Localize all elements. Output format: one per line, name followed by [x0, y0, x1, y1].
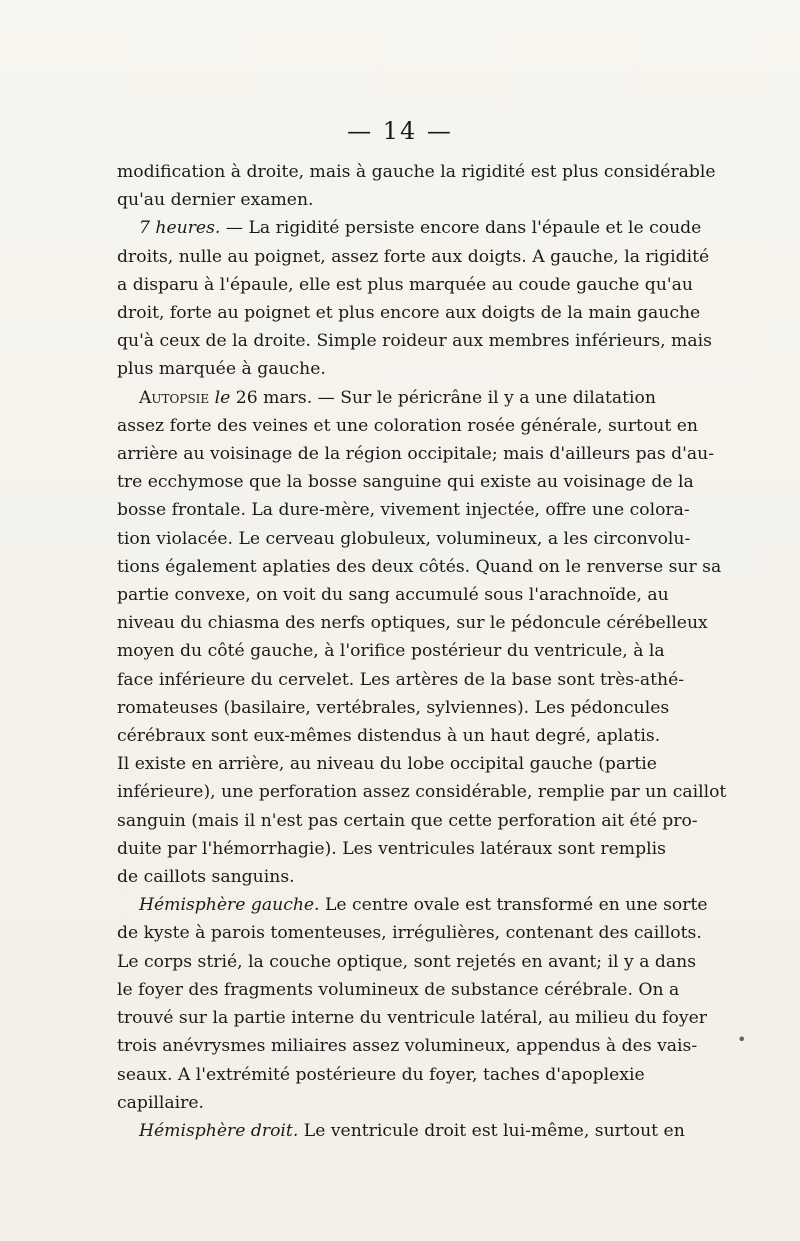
- text-line: [117, 750, 657, 778]
- text-line: [117, 1089, 644, 1117]
- line-text: cérébraux sont eux-mêmes distendus à un haut degré, aplatis.: [117, 726, 661, 747]
- line-text: droits, nulle au poignet, assez forte aux doigts. A gauche, la rigidité: [117, 246, 710, 267]
- line-text: le foyer des fragments volumineux de substance cérébrale. On a: [117, 979, 680, 1000]
- line-text: arrière au voisinage de la région occipitale; mais d'ailleurs pas d'au-: [117, 444, 715, 465]
- line-text: tion violacée. Le cerveau globuleux, volumineux, a les circonvolu-: [117, 528, 691, 549]
- text-line: [117, 722, 661, 750]
- line-text: — La rigidité persiste encore dans l'épaule et le coude: [220, 218, 702, 239]
- margin-speck: •: [737, 1030, 747, 1049]
- body-text: [117, 158, 727, 1145]
- text-line: [117, 186, 644, 214]
- line-text: tions également aplaties des deux côtés. Quand on le renverse sur sa: [117, 556, 722, 577]
- text-line: [117, 609, 708, 637]
- line-text: Le ventricule droit est lui-même, surtout en: [298, 1120, 685, 1141]
- text-line: [117, 1032, 698, 1060]
- line-text: assez forte des veines et une coloration rosée générale, surtout en: [117, 415, 698, 436]
- text-line: [117, 666, 685, 694]
- line-text: qu'au dernier examen.: [117, 190, 314, 211]
- paragraph-lead: 7 heures.: [139, 218, 221, 239]
- line-text: trouvé sur la partie interne du ventricule latéral, au milieu du foyer: [117, 1008, 707, 1029]
- text-line: [117, 1004, 707, 1032]
- text-line: [117, 919, 702, 947]
- text-line: [117, 637, 665, 665]
- text-line: [117, 412, 698, 440]
- line-text: qu'à ceux de la droite. Simple roideur aux membres inférieurs, mais: [117, 331, 712, 352]
- text-line: [117, 243, 710, 271]
- line-text: droit, forte au poignet et plus encore aux doigts de la main gauche: [117, 303, 701, 324]
- line-text: face inférieure du cervelet. Les artères de la base sont très-athé-: [117, 669, 685, 690]
- text-line: [117, 496, 690, 524]
- line-text: seaux. A l'extrémité postérieure du foyer, taches d'apoplexie: [117, 1064, 645, 1085]
- text-line: [117, 835, 666, 863]
- text-line: [117, 778, 727, 806]
- line-text: Il existe en arrière, au niveau du lobe occipital gauche (partie: [117, 754, 657, 775]
- line-text: de caillots sanguins.: [117, 867, 295, 888]
- text-line: [117, 891, 708, 919]
- text-line: [117, 214, 702, 242]
- text-line: [117, 468, 694, 496]
- line-text: de kyste à parois tomenteuses, irrégulières, contenant des caillots.: [117, 923, 702, 944]
- text-line: [117, 299, 701, 327]
- line-text: Le corps strié, la couche optique, sont rejetés en avant; il y a dans: [117, 951, 697, 972]
- line-text: duite par l'hémorrhagie). Les ventricules latéraux sont remplis: [117, 838, 666, 859]
- line-text: capillaire.: [117, 1092, 204, 1113]
- page-number: — 14 —: [347, 117, 453, 145]
- text-line: [117, 581, 669, 609]
- paragraph-lead: Hémisphère droit.: [139, 1120, 299, 1141]
- line-text: modification à droite, mais à gauche la rigidité est plus considérable: [117, 162, 716, 182]
- text-line: [117, 1061, 644, 1089]
- line-text: partie convexe, on voit du sang accumulé sous l'arachnoïde, au: [117, 585, 669, 606]
- text-line: [117, 863, 644, 891]
- line-text: plus marquée à gauche.: [117, 359, 326, 380]
- line-text: romateuses (basilaire, vertébrales, sylviennes). Les pédoncules: [117, 697, 670, 718]
- line-text: a disparu à l'épaule, elle est plus marquée au coude gauche qu'au: [117, 274, 693, 295]
- line-text: trois anévrysmes miliaires assez volumineux, appendus à des vais-: [117, 1036, 698, 1057]
- text-line: [117, 553, 722, 581]
- text-line: [117, 1117, 685, 1145]
- section-heading: Autopsie: [139, 387, 210, 408]
- line-text: bosse frontale. La dure-mère, vivement injectée, offre une colora-: [117, 500, 690, 521]
- line-text: inférieure), une perforation assez considérable, remplie par un caillot: [117, 782, 727, 803]
- text-line: [117, 440, 715, 468]
- line-text: 26 mars. — Sur le péricrâne il y a une dilatation: [235, 387, 656, 408]
- paragraph-lead: Hémisphère gauche.: [139, 895, 320, 916]
- text-line: [117, 158, 716, 186]
- text-line: [117, 271, 693, 299]
- line-text: niveau du chiasma des nerfs optiques, sur le pédoncule cérébelleux: [117, 613, 708, 634]
- text-line: [117, 976, 680, 1004]
- text-line: [117, 384, 656, 412]
- text-line: [117, 807, 698, 835]
- line-text: moyen du côté gauche, à l'orifice postérieur du ventricule, à la: [117, 641, 665, 662]
- line-text: tre ecchymose que la bosse sanguine qui existe au voisinage de la: [117, 472, 694, 493]
- italic-word: le: [209, 387, 236, 408]
- text-line: [117, 694, 670, 722]
- text-line: [117, 525, 691, 553]
- line-text: sanguin (mais il n'est pas certain que cette perforation ait été pro-: [117, 810, 698, 831]
- text-line: [117, 327, 712, 355]
- text-line: [117, 948, 697, 976]
- text-line: [117, 355, 644, 383]
- line-text: Le centre ovale est transformé en une sorte: [319, 895, 708, 916]
